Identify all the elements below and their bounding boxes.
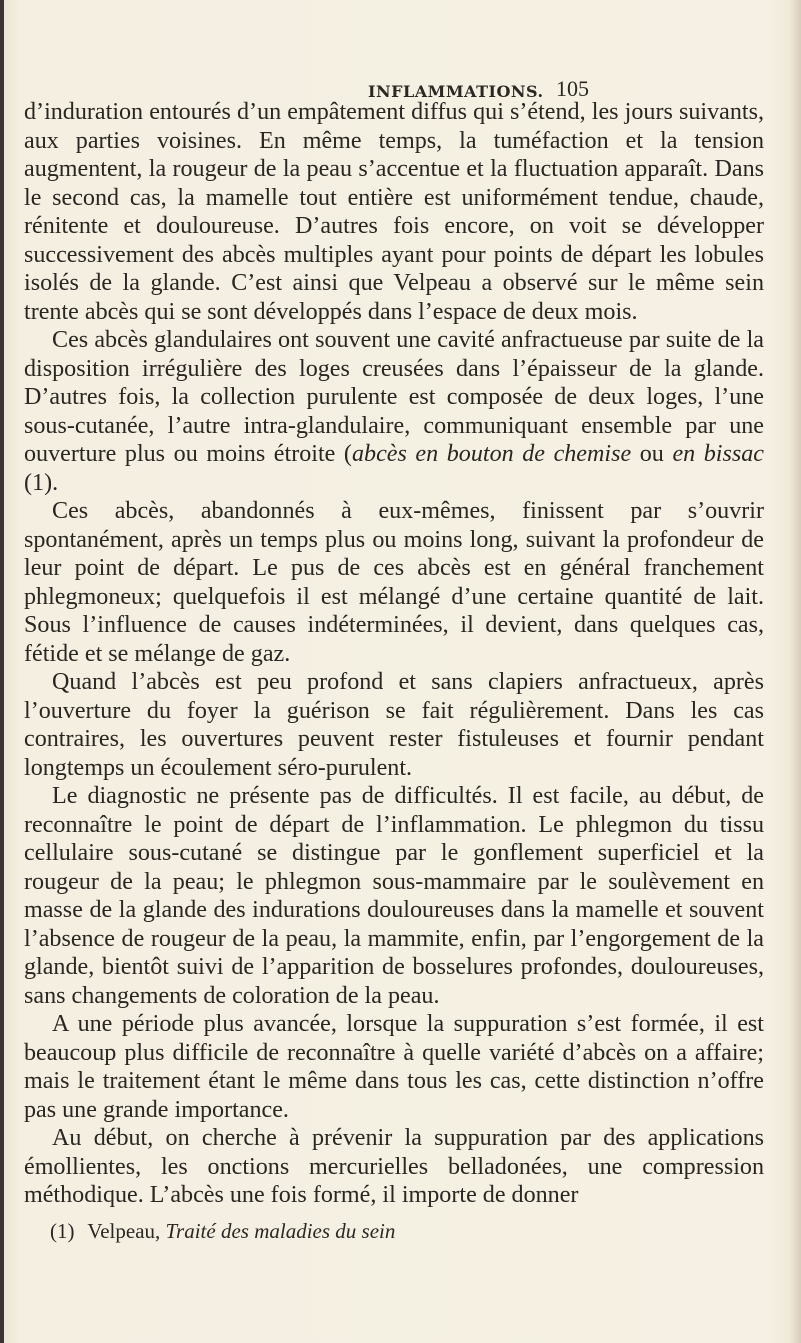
body-text: [24, 98, 764, 1210]
paragraph-7: [24, 1124, 764, 1210]
page-left-border: [0, 0, 4, 1343]
paragraph-2-italic-1: abcès en bouton de chemise: [351, 441, 632, 467]
footnote: [50, 1219, 750, 1244]
paragraph-2: [24, 326, 764, 497]
page-right-edge: [789, 0, 801, 1343]
page-number: 105: [556, 76, 589, 101]
paragraph-3: [24, 497, 764, 668]
footnote-mark: (1): [50, 1219, 75, 1243]
paragraph-5-text: Le diagnostic ne présente pas de difficultés. Il est facile, au début, de reconnaître le point de départ de l’inflammation. Le phlegmon du tissu cellulaire sous-cutané se distingue par le gonflement superficiel et la rougeur de la peau; le phlegmon sous-mammaire par le soulèvement en masse de la glande des indurations douloureuses dans la mamelle et souvent l’absence de rougeur de la peau, la mammite, enfin, par l’engorgement de la glande, bientôt suivi de l’apparition de bosselures profondes, douloureuses, sans changements de coloration de la peau.: [24, 783, 764, 1009]
running-head: INFLAMMATIONS.: [368, 82, 544, 101]
paragraph-1: [24, 98, 764, 326]
paragraph-5: [24, 782, 764, 1010]
paragraph-3-text: Ces abcès, abandonnés à eux-mêmes, finissent par s’ouvrir spontanément, après un temps plus ou moins long, suivant la profondeur de leur point de départ. Le pus de ces abcès est en général franchement phlegmoneux; quelquefois il est mélangé d’une certaine quantité de lait. Sous l’influence de causes indéterminées, il devient, dans quelques cas, fétide et se mélange de gaz.: [24, 498, 764, 667]
paragraph-6-text: A une période plus avancée, lorsque la suppuration s’est formée, il est beaucoup plus difficile de reconnaître à quelle variété d’abcès on a affaire; mais le traitement étant le même dans tous les cas, cette distinction n’offre pas une grande importance.: [24, 1011, 764, 1123]
footnote-title: Traité des maladies du sein: [165, 1219, 396, 1243]
paragraph-1-text: d’induration entourés d’un empâtement diffus qui s’étend, les jours suivants, aux parties voisines. En même temps, la tuméfaction et la tension augmentent, la rougeur de la peau s’accentue et la fluctuation apparaît. Dans le second cas, la mamelle tout entière est uniformément tendue, chaude, rénitente et douloureuse. D’autres fois encore, on voit se développer successivement des abcès multiples ayant pour points de départ les lobules isolés de la glande. C’est ainsi que Velpeau a observé sur le même sein trente abcès qui se sont développés dans l’espace de deux mois.: [24, 99, 764, 325]
paragraph-4: [24, 668, 764, 782]
paragraph-2-text-a: Ces abcès glandulaires ont souvent une cavité anfractueuse par suite de la disposition irrégulière des loges creusées dans l’épaisseur de la glande. D’autres fois, la collection purulente est composée de deux loges, l’une sous-cutanée, l’autre intra-glandulaire, communiquant ensemble par une ouverture plus ou moins étroite (: [24, 327, 764, 467]
paragraph-7-text: Au début, on cherche à prévenir la suppuration par des applications émollientes, les onctions mercurielles belladonées, une compression méthodique. L’abcès une fois formé, il importe de donner: [24, 1125, 764, 1208]
footnote-author: Velpeau,: [87, 1219, 161, 1243]
paragraph-2-text-c: (1).: [24, 469, 59, 496]
paragraph-2-italic-2: en bissac: [672, 441, 764, 467]
paragraph-2-text-b: ou: [631, 441, 673, 467]
paragraph-6: [24, 1010, 764, 1124]
paragraph-4-text: Quand l’abcès est peu profond et sans clapiers anfractueux, après l’ouverture du foyer la guérison se fait régulièrement. Dans les cas contraires, les ouvertures peuvent rester fistuleuses et fournir pendant longtemps un écoulement séro-purulent.: [24, 669, 764, 781]
